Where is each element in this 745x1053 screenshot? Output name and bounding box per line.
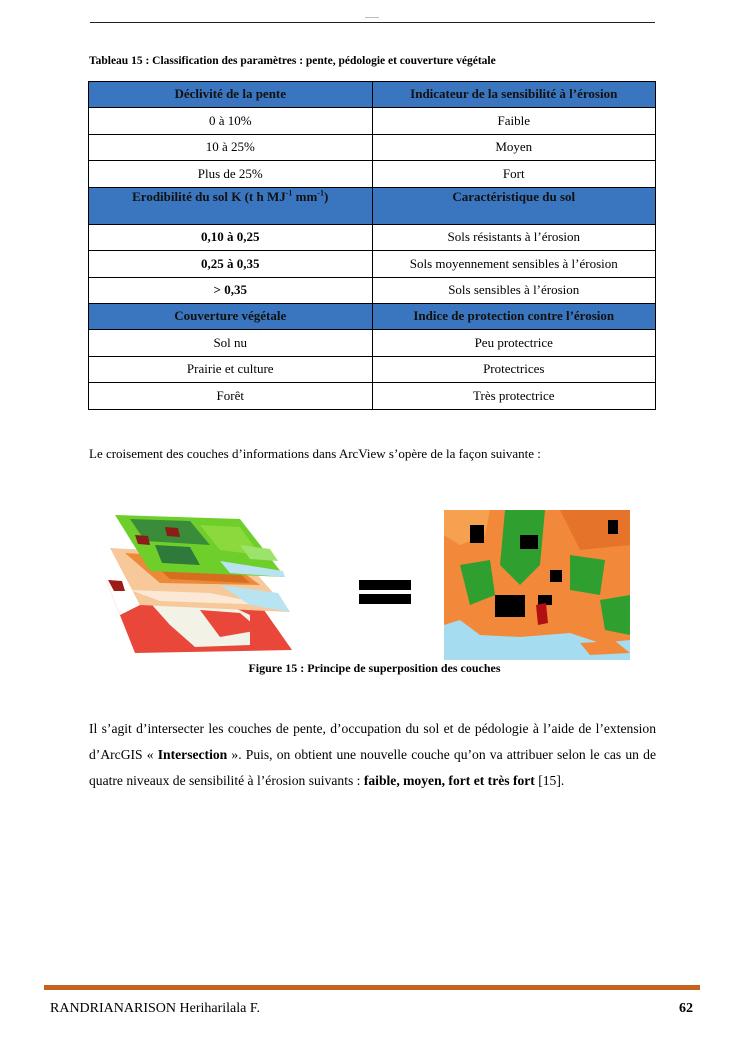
table-header-row xyxy=(89,187,656,224)
header-slope: Déclivité de la pente xyxy=(89,82,373,108)
table-cell: 0,10 à 0,25 xyxy=(89,224,373,251)
intro-paragraph: Le croisement des couches d’informations dans ArcView s’opère de la façon suivante : xyxy=(89,446,541,461)
classification-table xyxy=(88,81,656,410)
figure-caption xyxy=(0,661,745,676)
header-rule xyxy=(90,22,655,23)
equals-sign xyxy=(359,580,411,608)
table-cell: Forêt xyxy=(89,383,373,410)
table-header-row xyxy=(89,304,656,330)
header-protection: Indice de protection contre l’érosion xyxy=(372,304,656,330)
equals-bar xyxy=(359,594,411,604)
paragraph-part: [15]. xyxy=(534,773,565,788)
paragraph-part: ». Puis, on obtient une nouvelle couche qu’on va attribuer selon le cas un de quatre niveaux de sensibilité à l’érosion suivants : xyxy=(89,747,656,788)
table-cell: Sols résistants à l’érosion xyxy=(372,224,656,251)
table-row xyxy=(89,356,656,383)
table-cell: 0 à 10% xyxy=(89,108,373,135)
header-erodibility-text: Erodibilité du sol K (t h MJ xyxy=(132,188,286,204)
table-cell: Sols sensibles à l’érosion xyxy=(372,277,656,304)
paragraph-text xyxy=(89,716,656,794)
table-row xyxy=(89,277,656,304)
header-soil-characteristic: Caractéristique du sol xyxy=(372,187,656,224)
table-row xyxy=(89,134,656,161)
table-cell: Protectrices xyxy=(372,356,656,383)
table-cell: Plus de 25% xyxy=(89,161,373,188)
table-cell: 10 à 25% xyxy=(89,134,373,161)
table-row xyxy=(89,224,656,251)
table-cell: Sols moyennement sensibles à l’érosion xyxy=(372,251,656,278)
figure-caption-text: Figure 15 : Principe de superposition des couches xyxy=(248,661,501,675)
footer-author: RANDRIANARISON Heriharilala F. xyxy=(50,1001,261,1016)
body-paragraph xyxy=(89,716,656,794)
header-vegetation: Couverture végétale xyxy=(89,304,373,330)
header-sensitivity: Indicateur de la sensibilité à l’érosion xyxy=(372,82,656,108)
table-cell: Fort xyxy=(372,161,656,188)
header-erodibility-unit: mm xyxy=(292,188,318,204)
header-erodibility xyxy=(89,187,373,224)
unit-exponent: -1 xyxy=(285,188,293,198)
paragraph-part: Il s’agit d’intersecter les couches de pente, d’occupation du sol et de pédologie à l’aide de l’extension d’ArcGIS « xyxy=(89,721,656,762)
table-row xyxy=(89,161,656,188)
paragraph-bold: faible, moyen, fort et très fort xyxy=(363,773,535,788)
table-cell: Moyen xyxy=(372,134,656,161)
table-cell: 0,25 à 0,35 xyxy=(89,251,373,278)
table-header-row xyxy=(89,82,656,108)
header-rule-mark xyxy=(365,17,379,18)
table-cell: Très protectrice xyxy=(372,383,656,410)
table-row xyxy=(89,383,656,410)
table-row xyxy=(89,251,656,278)
footer-rule xyxy=(44,985,700,990)
table-cell: Sol nu xyxy=(89,330,373,357)
table-row xyxy=(89,108,656,135)
header-erodibility-end: ) xyxy=(324,188,329,204)
table-caption: Tableau 15 : Classification des paramètres : pente, pédologie et couverture végétale xyxy=(89,55,496,67)
page-number: 62 xyxy=(679,1001,693,1016)
paragraph-bold: Intersection xyxy=(157,747,228,762)
table-row xyxy=(89,330,656,357)
table-cell: > 0,35 xyxy=(89,277,373,304)
unit-exponent: -1 xyxy=(317,188,325,198)
result-map xyxy=(444,510,630,660)
equals-bar xyxy=(359,580,411,590)
table-cell: Peu protectrice xyxy=(372,330,656,357)
table-cell: Faible xyxy=(372,108,656,135)
table-cell: Prairie et culture xyxy=(89,356,373,383)
